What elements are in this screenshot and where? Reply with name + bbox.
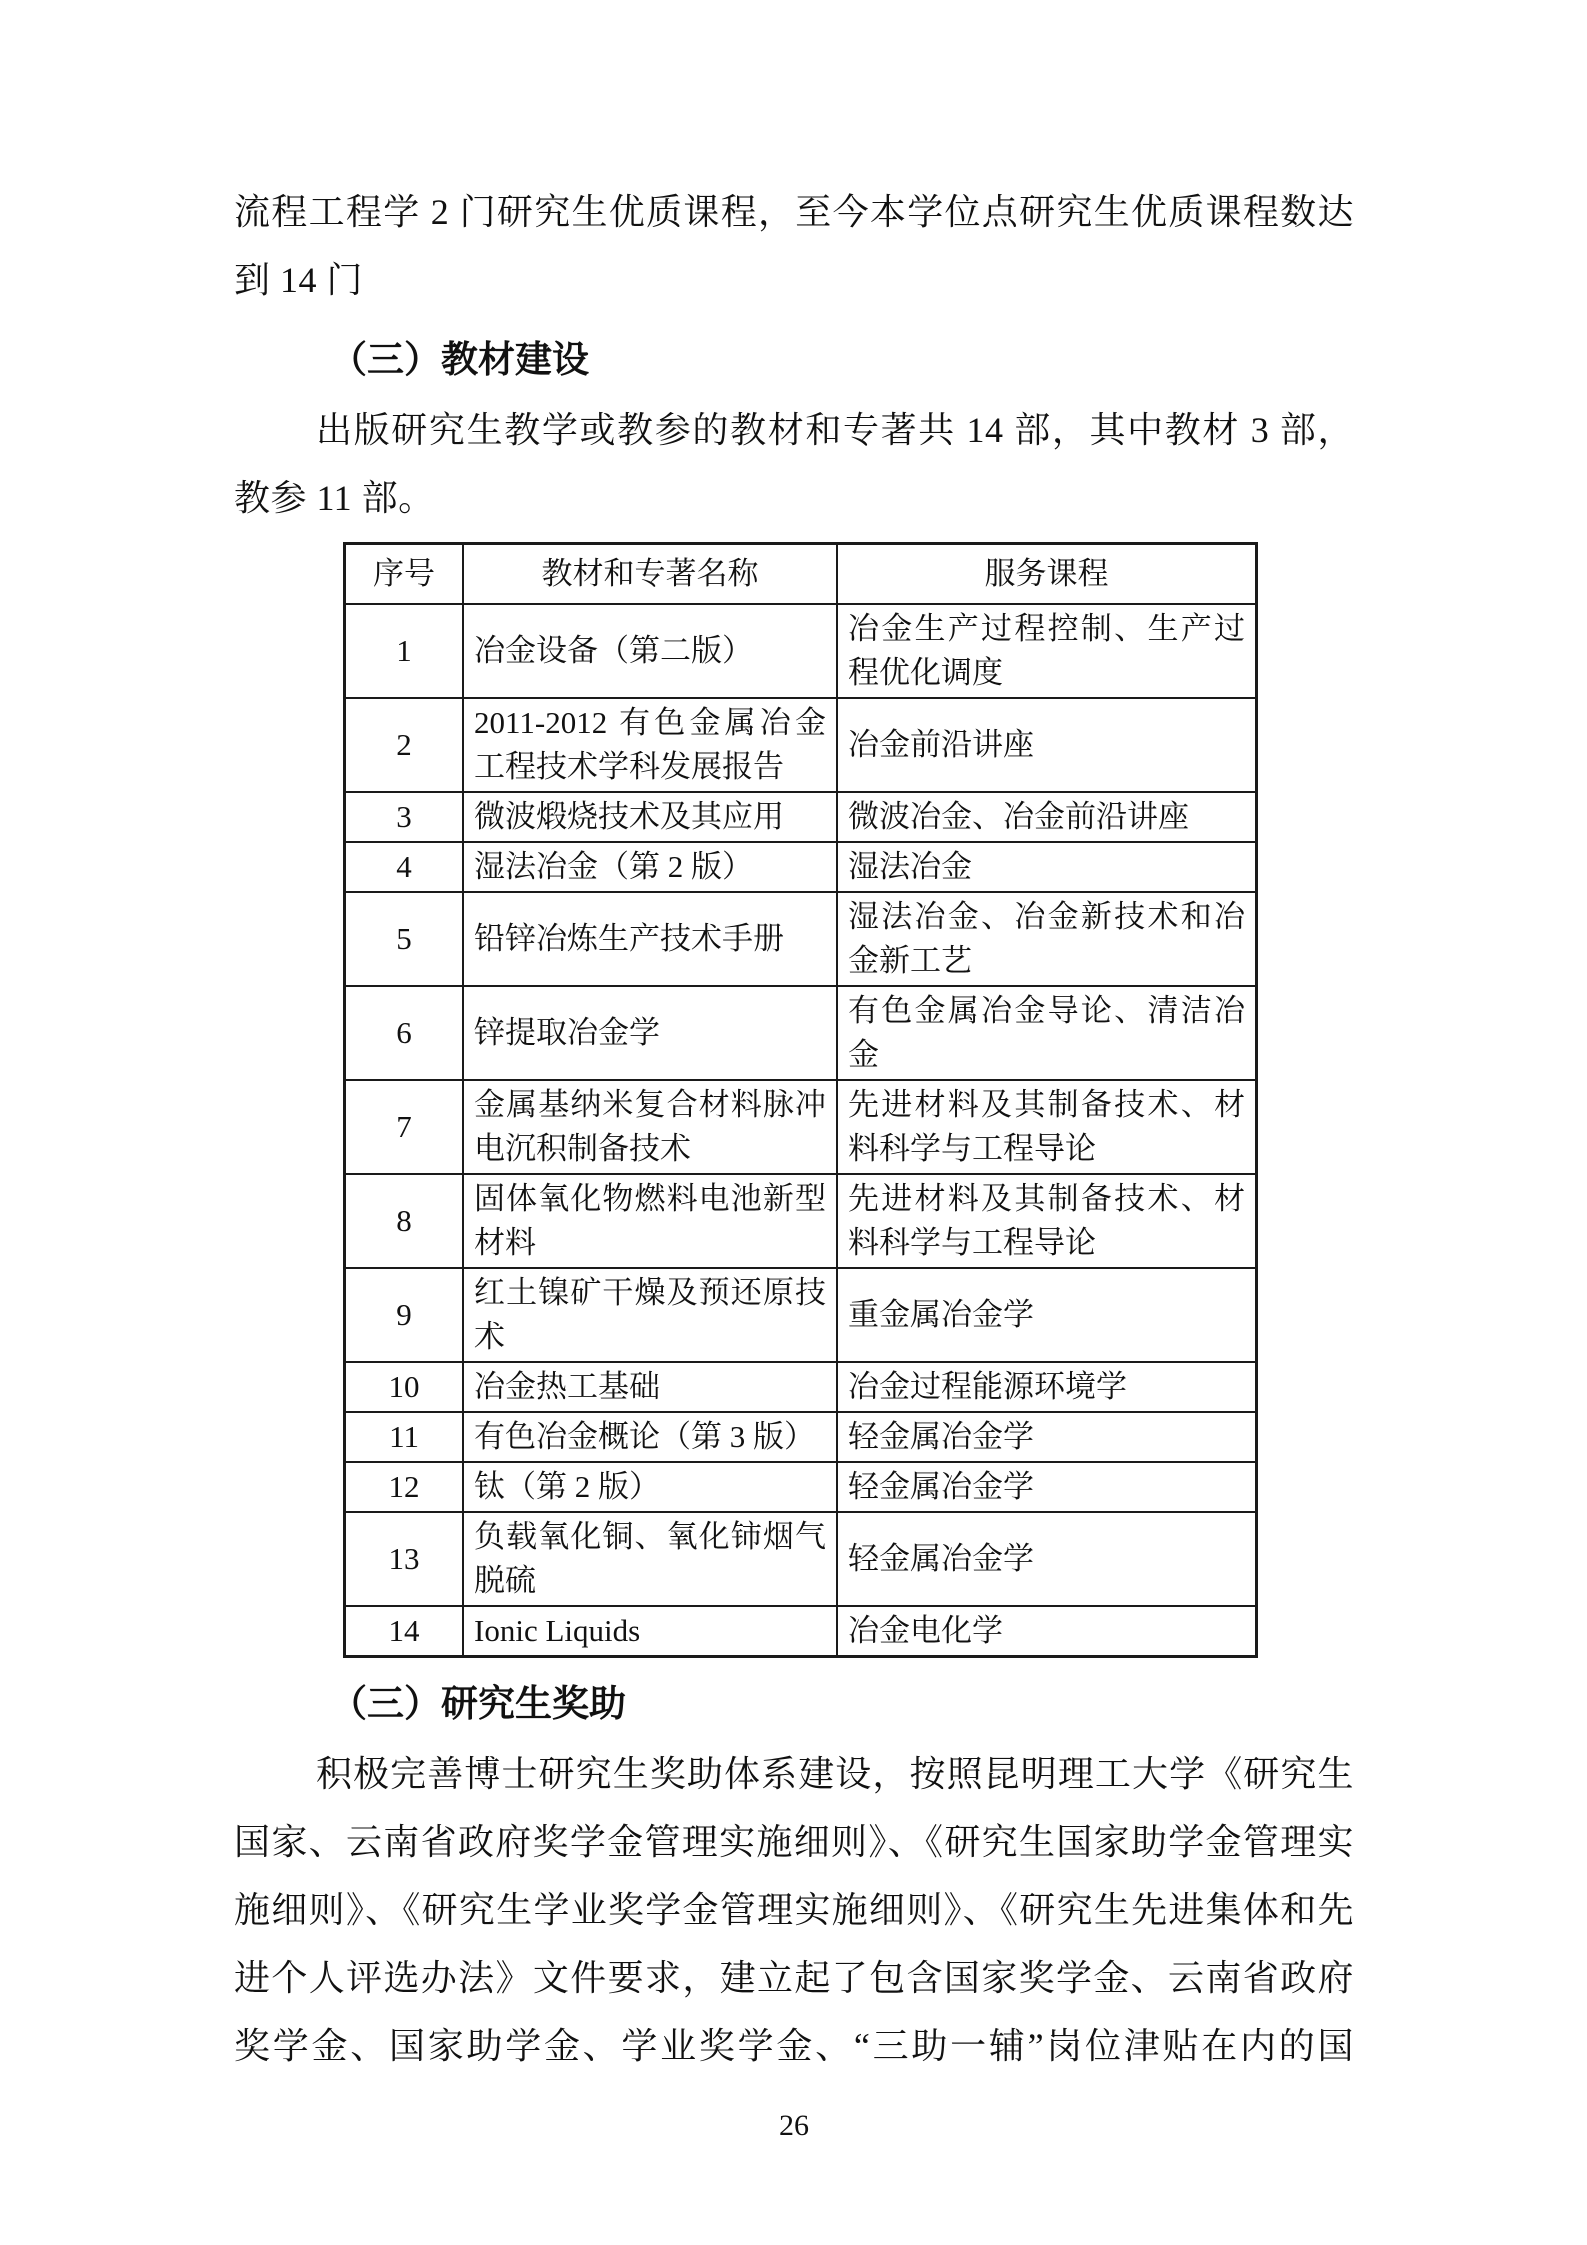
cell-title: 负载氧化铜、氧化铈烟气脱硫 [463, 1512, 837, 1606]
paragraph-line: 国家、云南省政府奖学金管理实施细则》、《研究生国家助学金管理实 [234, 1822, 1354, 1862]
cell-title: 锌提取冶金学 [463, 986, 837, 1080]
col-header-seq: 序号 [345, 544, 464, 605]
paragraph-line: 出版研究生教学或教参的教材和专著共 14 部，其中教材 3 部， [316, 410, 1354, 450]
cell-course: 微波冶金、冶金前沿讲座 [837, 792, 1257, 842]
cell-title: 有色冶金概论（第 3 版） [463, 1412, 837, 1462]
cell-seq: 12 [345, 1462, 464, 1512]
table-row [345, 1080, 1257, 1174]
cell-title: 湿法冶金（第 2 版） [463, 842, 837, 892]
table-row [345, 792, 1257, 842]
page-number: 26 [779, 2109, 809, 2142]
cell-course: 冶金过程能源环境学 [837, 1362, 1257, 1412]
paragraph-line: 施细则》、《研究生学业奖学金管理实施细则》、《研究生先进集体和先 [234, 1890, 1354, 1930]
section-heading-textbooks: （三）教材建设 [330, 340, 589, 381]
cell-course: 冶金电化学 [837, 1606, 1257, 1657]
cell-title: 钛（第 2 版） [463, 1462, 837, 1512]
table-row [345, 1606, 1257, 1657]
cell-course: 重金属冶金学 [837, 1268, 1257, 1362]
cell-course: 冶金生产过程控制、生产过程优化调度 [837, 604, 1257, 698]
page-content [234, 0, 1354, 2146]
cell-title: 金属基纳米复合材料脉冲电沉积制备技术 [463, 1080, 837, 1174]
col-header-title: 教材和专著名称 [463, 544, 837, 605]
paragraph-line: 积极完善博士研究生奖助体系建设，按照昆明理工大学《研究生 [316, 1754, 1354, 1794]
cell-seq: 3 [345, 792, 464, 842]
cell-title: 微波煅烧技术及其应用 [463, 792, 837, 842]
cell-seq: 6 [345, 986, 464, 1080]
cell-seq: 2 [345, 698, 464, 792]
paragraph-line: 进个人评选办法》文件要求，建立起了包含国家奖学金、云南省政府 [234, 1958, 1354, 1998]
cell-course: 轻金属冶金学 [837, 1412, 1257, 1462]
paragraph-line: 到 14 门 [234, 260, 364, 300]
cell-seq: 1 [345, 604, 464, 698]
cell-seq: 5 [345, 892, 464, 986]
cell-title: 铅锌冶炼生产技术手册 [463, 892, 837, 986]
cell-title: 固体氧化物燃料电池新型材料 [463, 1174, 837, 1268]
para-scholarship [234, 1740, 1354, 2080]
paragraph-line: 教参 11 部。 [234, 478, 435, 518]
table-row [345, 1174, 1257, 1268]
para-textbook-publishing [234, 396, 1354, 532]
cell-title: Ionic Liquids [463, 1606, 837, 1657]
table-header-row [345, 544, 1257, 605]
cell-seq: 14 [345, 1606, 464, 1657]
textbook-table [343, 542, 1258, 1658]
table-row [345, 1462, 1257, 1512]
cell-seq: 9 [345, 1268, 464, 1362]
paragraph-line: 奖学金、国家助学金、学业奖学金、“三助一辅”岗位津贴在内的国 [234, 2026, 1354, 2066]
table-row [345, 986, 1257, 1080]
cell-seq: 8 [345, 1174, 464, 1268]
cell-course: 湿法冶金 [837, 842, 1257, 892]
cell-seq: 11 [345, 1412, 464, 1462]
cell-course: 冶金前沿讲座 [837, 698, 1257, 792]
table-row [345, 1412, 1257, 1462]
table-row [345, 1512, 1257, 1606]
cell-seq: 13 [345, 1512, 464, 1606]
cell-course: 有色金属冶金导论、清洁冶金 [837, 986, 1257, 1080]
col-header-course: 服务课程 [837, 544, 1257, 605]
paragraph-line: 流程工程学 2 门研究生优质课程，至今本学位点研究生优质课程数达 [234, 192, 1354, 232]
cell-title: 红土镍矿干燥及预还原技术 [463, 1268, 837, 1362]
cell-seq: 10 [345, 1362, 464, 1412]
cell-course: 先进材料及其制备技术、材料科学与工程导论 [837, 1174, 1257, 1268]
cell-seq: 4 [345, 842, 464, 892]
table-row [345, 604, 1257, 698]
section-heading-scholarship: （三）研究生奖助 [330, 1684, 626, 1725]
table-row [345, 1268, 1257, 1362]
table-row [345, 1362, 1257, 1412]
cell-title: 2011-2012 有色金属冶金工程技术学科发展报告 [463, 698, 837, 792]
cell-course: 湿法冶金、冶金新技术和冶金新工艺 [837, 892, 1257, 986]
cell-course: 先进材料及其制备技术、材料科学与工程导论 [837, 1080, 1257, 1174]
cell-course: 轻金属冶金学 [837, 1462, 1257, 1512]
cell-title: 冶金设备（第二版） [463, 604, 837, 698]
cell-course: 轻金属冶金学 [837, 1512, 1257, 1606]
table-row [345, 892, 1257, 986]
cell-seq: 7 [345, 1080, 464, 1174]
table-row [345, 842, 1257, 892]
para-quality-courses [234, 178, 1354, 314]
cell-title: 冶金热工基础 [463, 1362, 837, 1412]
table-row [345, 698, 1257, 792]
